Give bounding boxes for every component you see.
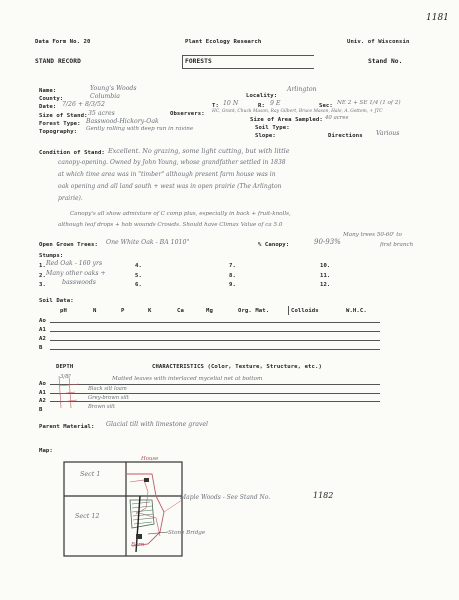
stump-n-11: 11. bbox=[320, 273, 331, 279]
topography-value: Gently rolling with deep run in ravine bbox=[86, 126, 194, 132]
stump-v-1: Red Oak - 160 yrs bbox=[46, 260, 103, 267]
t-value: 10 N bbox=[223, 100, 239, 107]
sec-value: NE 2 + SE 1/4 (1 of 2) bbox=[337, 100, 401, 106]
condition-line-7: although leaf drops + hob wounds Crowds. Should have Climax Value of ca 5.0 bbox=[58, 222, 283, 228]
stump-n-6: 6. bbox=[135, 282, 142, 288]
soil-col-k: K bbox=[148, 308, 152, 314]
soil-row-b: B bbox=[39, 345, 43, 351]
depth-label: DEPTH bbox=[56, 364, 74, 370]
soil-col-ca: Ca bbox=[177, 308, 184, 314]
soil-col-mg: Mg bbox=[206, 308, 213, 314]
condition-label: Condition of Stand: bbox=[39, 150, 105, 156]
soil-col-divider bbox=[288, 306, 289, 315]
map-barn-label: Barn bbox=[131, 542, 145, 548]
topography-label: Topography: bbox=[39, 129, 78, 135]
county-value: Columbia bbox=[90, 93, 120, 100]
open-grown-value: One White Oak - BA 1010" bbox=[106, 239, 190, 246]
condition-line-4: oak opening and all land south + west was in open prairie (The Arlington bbox=[58, 183, 282, 190]
soil-row-b-line bbox=[50, 349, 380, 350]
stump-n-8: 8. bbox=[229, 273, 236, 279]
soil-row-a2-line bbox=[50, 340, 380, 341]
canopy-value: 90-93% bbox=[314, 238, 341, 246]
char-a2: Grey-brown silt bbox=[88, 395, 129, 401]
soil-row-ao: Ao bbox=[39, 318, 46, 324]
stump-n-3: 3. bbox=[39, 282, 46, 288]
depth-row-ao: Ao bbox=[39, 381, 46, 387]
condition-line-1: Excellent. No grazing, some light cutting, but with little bbox=[108, 147, 290, 155]
canopy-label: % Canopy: bbox=[258, 242, 290, 248]
stand-record-title: STAND RECORD bbox=[35, 58, 81, 65]
observers-value: HC, Grant, Chuck Mason, Ray Gilbert, Bruce Mason, Hale, A. Gettem, + JTC bbox=[212, 109, 383, 114]
date-value: 7/26 + 8/3/52 bbox=[62, 101, 105, 108]
locality-value: Arlington bbox=[287, 86, 317, 93]
slope-label: Slope: bbox=[255, 133, 276, 139]
stump-n-2: 2. bbox=[39, 273, 46, 279]
condition-margin-note-1: Many trees 50-60' to bbox=[343, 232, 402, 238]
map-sect-1: Sect 1 bbox=[80, 470, 101, 478]
soil-row-a1-line bbox=[50, 331, 380, 332]
depth-a2-line bbox=[50, 401, 380, 402]
condition-line-5: prairie). bbox=[58, 195, 83, 202]
r-label: R: bbox=[258, 103, 265, 109]
t-label: T: bbox=[212, 103, 219, 109]
name-label: Name: bbox=[39, 88, 57, 94]
map-bridge-label: Stone Bridge bbox=[168, 530, 206, 536]
soil-row-a1: A1 bbox=[39, 327, 46, 333]
size-stand-label: Size of Stand: bbox=[39, 113, 88, 119]
site-map bbox=[60, 452, 459, 560]
date-label: Date: bbox=[39, 104, 57, 110]
stump-v-2: Many other oaks + bbox=[46, 270, 106, 277]
stump-n-10: 10. bbox=[320, 263, 331, 269]
soil-col-org: Org. Mat. bbox=[238, 308, 270, 314]
parent-material-value: Glacial till with limestone gravel bbox=[106, 421, 209, 428]
depth-red-marks bbox=[55, 372, 85, 412]
stand-record-box-left bbox=[182, 55, 183, 68]
forest-type-value: Basswood-Hickory-Oak bbox=[86, 118, 159, 125]
size-area-value: 40 acres bbox=[325, 115, 349, 121]
soil-col-ph: pH bbox=[60, 308, 67, 314]
forests-title: FORESTS bbox=[185, 58, 212, 65]
soil-col-colloids: Colloids bbox=[291, 308, 319, 314]
stump-n-9: 9. bbox=[229, 282, 236, 288]
observers-label: Observers: bbox=[170, 111, 205, 117]
depth-a1-line bbox=[50, 393, 380, 394]
org-title: Plant Ecology Research bbox=[185, 39, 262, 45]
depth-row-b: B bbox=[39, 407, 43, 413]
depth-row-a1: A1 bbox=[39, 390, 46, 396]
stump-v-3: basswoods bbox=[62, 279, 96, 286]
soil-col-whc: W.H.C. bbox=[346, 308, 367, 314]
sec-label: Sec: bbox=[319, 103, 333, 109]
map-house-label: House bbox=[141, 456, 159, 462]
characteristics-label: CHARACTERISTICS (Color, Texture, Structure, etc.) bbox=[152, 364, 322, 370]
map-label: Map: bbox=[39, 448, 53, 454]
size-stand-value: 35 acres bbox=[88, 110, 115, 117]
stand-record-box-bottom bbox=[182, 68, 314, 69]
county-label: County: bbox=[39, 96, 64, 102]
univ-title: Univ. of Wisconsin bbox=[347, 39, 410, 45]
stump-n-5: 5. bbox=[135, 273, 142, 279]
soil-col-p: P bbox=[121, 308, 125, 314]
condition-line-2: canopy-opening. Owned by John Young, whose grandfather settled in 1838 bbox=[58, 159, 286, 166]
soil-row-a2: A2 bbox=[39, 336, 46, 342]
forest-type-label: Forest Type: bbox=[39, 121, 81, 127]
r-value: 9 E bbox=[270, 100, 281, 107]
name-value: Young's Woods bbox=[90, 85, 137, 92]
soil-col-n: N bbox=[93, 308, 97, 314]
depth-ao-line bbox=[50, 384, 380, 385]
depth-value-ao: 3/8" bbox=[60, 374, 72, 380]
parent-material-label: Parent Material: bbox=[39, 424, 95, 430]
soil-type-label: Soil Type: bbox=[255, 125, 290, 131]
size-area-label: Size of Area Sampled: bbox=[250, 117, 323, 123]
condition-margin-note-2: first branch bbox=[380, 242, 414, 248]
stump-n-4: 4. bbox=[135, 263, 142, 269]
corner-number: 1181 bbox=[426, 13, 449, 23]
depth-row-a2: A2 bbox=[39, 398, 46, 404]
directions-value: Various bbox=[376, 130, 400, 137]
directions-label: Directions bbox=[328, 133, 363, 139]
stumps-label: Stumps: bbox=[39, 253, 64, 259]
soil-data-label: Soil Data: bbox=[39, 298, 74, 304]
stump-n-12: 12. bbox=[320, 282, 331, 288]
char-ao: Matted leaves with interlaced mycelial net at bottom bbox=[112, 376, 263, 382]
char-a1: Black silt loam bbox=[88, 386, 127, 392]
stump-n-1: 1. bbox=[39, 263, 46, 269]
map-note-stand-number: 1182 bbox=[313, 491, 334, 500]
soil-row-ao-line bbox=[50, 322, 380, 323]
char-b: Brown silt bbox=[88, 404, 115, 410]
form-number: Data Form No. 20 bbox=[35, 39, 91, 45]
condition-line-6: Canopy's all show admixture of C comp plus, especially in back + fruit-knolls, bbox=[70, 211, 291, 217]
map-sect-12: Sect 12 bbox=[75, 512, 100, 520]
stump-n-7: 7. bbox=[229, 263, 236, 269]
stand-number-label: Stand No. bbox=[368, 58, 403, 65]
condition-line-3: at which time area was in "timber" although present farm house was in bbox=[58, 171, 276, 178]
locality-label: Locality: bbox=[246, 93, 278, 99]
open-grown-label: Open Grown Trees: bbox=[39, 242, 98, 248]
stand-record-box-top bbox=[182, 55, 314, 56]
map-note: Maple Woods - See Stand No. bbox=[180, 494, 271, 501]
